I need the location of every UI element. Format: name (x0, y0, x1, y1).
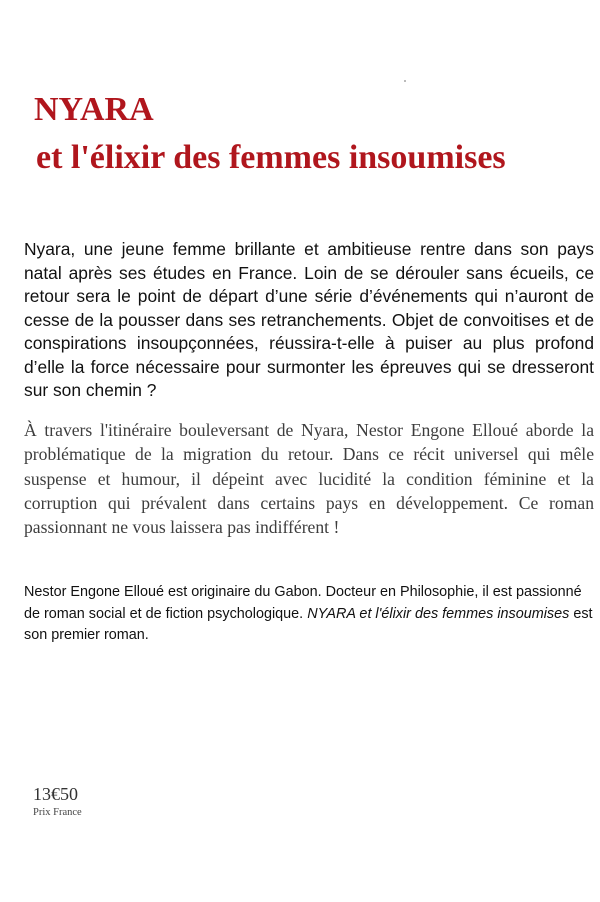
title-line-subtitle: et l'élixir des femmes insoumises (36, 139, 506, 176)
author-bio-paragraph (24, 582, 594, 647)
author-bio-outro: est son premier roman. (24, 605, 593, 643)
speck-mark (404, 80, 406, 82)
price-value: 13€50 (33, 784, 78, 804)
title-line-main: NYARA (34, 91, 154, 128)
price-label: Prix France (33, 807, 82, 818)
author-bio-intro: Nestor Engone Elloué est originaire du Gabon. Docteur en Philosophie, il est passionné de roman social et de fiction psychologique. (24, 584, 582, 622)
synopsis-paragraph: Nyara, une jeune femme brillante et ambitieuse rentre dans son pays natal après ses études en France. Loin de se dérouler sans écueils, ce retour sera le point de départ d’une série d’événements qui n’auront de cesse de la pousser dans ses retranchements. Objet de convoitises et de conspirations insoupçonnées, réussira-t-elle à puiser au plus profond d’elle la force nécessaire pour surmonter les épreuves qui se dresseront sur son chemin ? (24, 239, 594, 400)
book-title (34, 90, 584, 176)
author-bio-book-title: NYARA et l'élixir des femmes insoumises (307, 605, 570, 622)
description-paragraph: À travers l'itinéraire bouleversant de Nyara, Nestor Engone Elloué aborde la problématique de la migration du retour. Dans ce récit universel qui mêle suspense et humour, il dépeint avec lucidité la condition féminine et la corruption qui prévalent dans certains pays en développement. Ce roman passionnant ne vous laissera pas indifférent ! (24, 420, 594, 538)
